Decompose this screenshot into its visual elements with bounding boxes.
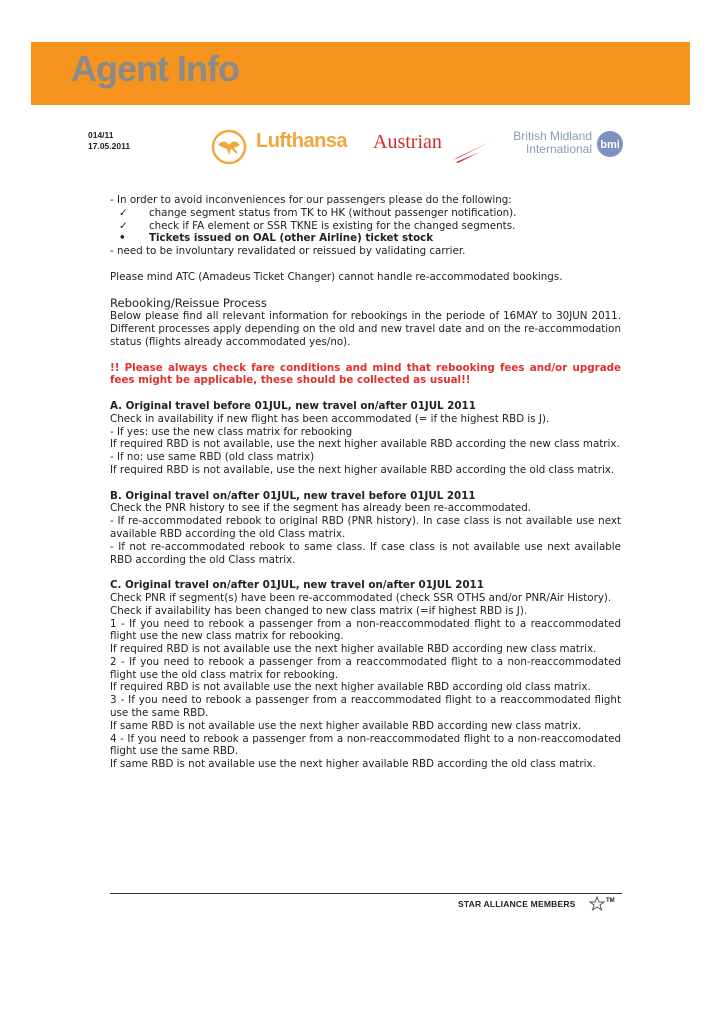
section-c-line: Check PNR if segment(s) have been re-accommodated (check SSR OTHS and/or PNR/Air History).	[110, 591, 612, 604]
intro-text: - In order to avoid inconveniences for our passengers please do the following:	[110, 194, 512, 206]
section-b-line: - If not re-accommodated rebook to same class. If case class is not available use next available RBD according the old Class matrix.	[110, 540, 621, 566]
section-a-line: - If yes: use the new class matrix for rebooking	[110, 425, 353, 438]
austrian-swoosh-icon	[450, 138, 492, 164]
footer-divider	[110, 893, 622, 894]
section-c-line: If required RBD is not available use the next higher available RBD according old class matrix.	[110, 681, 591, 694]
page-title: Agent Info	[71, 48, 239, 89]
list-item: • Tickets issued on OAL (other Airline) ticket stock	[119, 232, 434, 245]
section-a-line: If required RBD is not available, use the next higher available RBD according the old class matrix.	[110, 463, 615, 476]
section-c-line: If same RBD is not available use the next higher available RBD according new class matrix.	[110, 719, 582, 732]
section-b-line: Check the PNR history to see if the segment has already been re-accommodated.	[110, 502, 532, 515]
section-b-line: - If re-accommodated rebook to original RBD (PNR history). In case class is not available use next available RBD according the old Class matrix.	[110, 515, 621, 540]
trademark-text: TM	[606, 898, 615, 904]
section-a-line: Check in availability if new flight has been accommodated (= if the highest RBD is J).	[110, 412, 550, 425]
section-c-line: 3 - If you need to rebook a passenger from a reaccommodated flight to a reaccommodated flight use the same RBD.	[110, 694, 621, 720]
lufthansa-crane-icon	[210, 128, 248, 166]
lufthansa-logo-text: Lufthansa	[256, 130, 348, 152]
bmi-badge-icon	[595, 129, 625, 159]
bmi-logo-text: British Midland International	[513, 129, 592, 156]
section-a-line: If required RBD is not available, use the next higher available RBD according the new class matrix.	[110, 438, 620, 451]
section-c-line: 4 - If you need to rebook a passenger from a non-reaccommodated flight to a non-reaccomodated flight use the same RBD.	[110, 732, 621, 758]
section-c-line: If same RBD is not available use the next higher available RBD according the old class matrix.	[110, 758, 596, 771]
airline-logos	[210, 124, 625, 166]
document-info	[88, 130, 130, 152]
process-heading: Rebooking/Reissue Process	[110, 296, 267, 311]
section-c-heading: C. Original travel on/after 01JUL, new travel on/after 01JUL 2011	[110, 579, 484, 592]
austrian-logo-text: Austrian	[373, 131, 442, 153]
checkmark-icon: ✓	[119, 219, 128, 232]
list-item: ✓ check if FA element or SSR TKNE is existing for the changed segments.	[119, 219, 516, 232]
fee-warning: !! Please always check fare conditions and mind that rebooking fees and/or upgrade fees might be applicable, these should be collected as usual!!	[110, 361, 621, 387]
bmi-badge-text: bmi	[600, 139, 620, 151]
section-a-heading: A. Original travel before 01JUL, new travel on/after 01JUL 2011	[110, 399, 476, 412]
footer-star-alliance: STAR ALLIANCE MEMBERS	[458, 899, 576, 909]
star-alliance-logo-icon	[588, 894, 618, 914]
atc-note: Please mind ATC (Amadeus Ticket Changer) cannot handle re-accommodated bookings.	[110, 270, 563, 283]
document-number: 014/11	[88, 130, 114, 140]
list-item: ✓ change segment status from TK to HK (without passenger notification).	[119, 206, 517, 219]
process-intro: Below please find all relevant information for rebookings in the periode of 16MAY to 30JUN 2011. Different processes apply depending on the old and new travel date and on the re-accommodation status (flights already accommodated yes/no).	[110, 310, 621, 348]
section-b-heading: B. Original travel on/after 01JUL, new travel before 01JUL 2011	[110, 489, 476, 502]
header-banner	[31, 42, 690, 105]
section-c-line: 2 - If you need to rebook a passenger from a reaccommodated flight to a non-reaccommodated flight use the old class matrix for rebooking.	[110, 655, 621, 681]
checkmark-icon: ✓	[119, 206, 128, 219]
bullet-icon: •	[119, 232, 126, 245]
instruction-list	[110, 207, 621, 245]
section-c-line: If required RBD is not available use the next higher available RBD according new class matrix.	[110, 643, 597, 656]
document-date: 17.05.2011	[88, 141, 131, 151]
document-body	[110, 194, 621, 771]
section-c-line: 1 - If you need to rebook a passenger from a non-reaccommodated flight to a reaccommodated flight use the new class matrix for rebooking.	[110, 617, 621, 643]
section-a-line: - If no: use same RBD (old class matrix)	[110, 451, 315, 464]
revalidate-text: - need to be involuntary revalidated or reissued by validating carrier.	[110, 245, 466, 258]
section-c-line: Check if availability has been changed to new class matrix (=if highest RBD is J).	[110, 604, 528, 617]
